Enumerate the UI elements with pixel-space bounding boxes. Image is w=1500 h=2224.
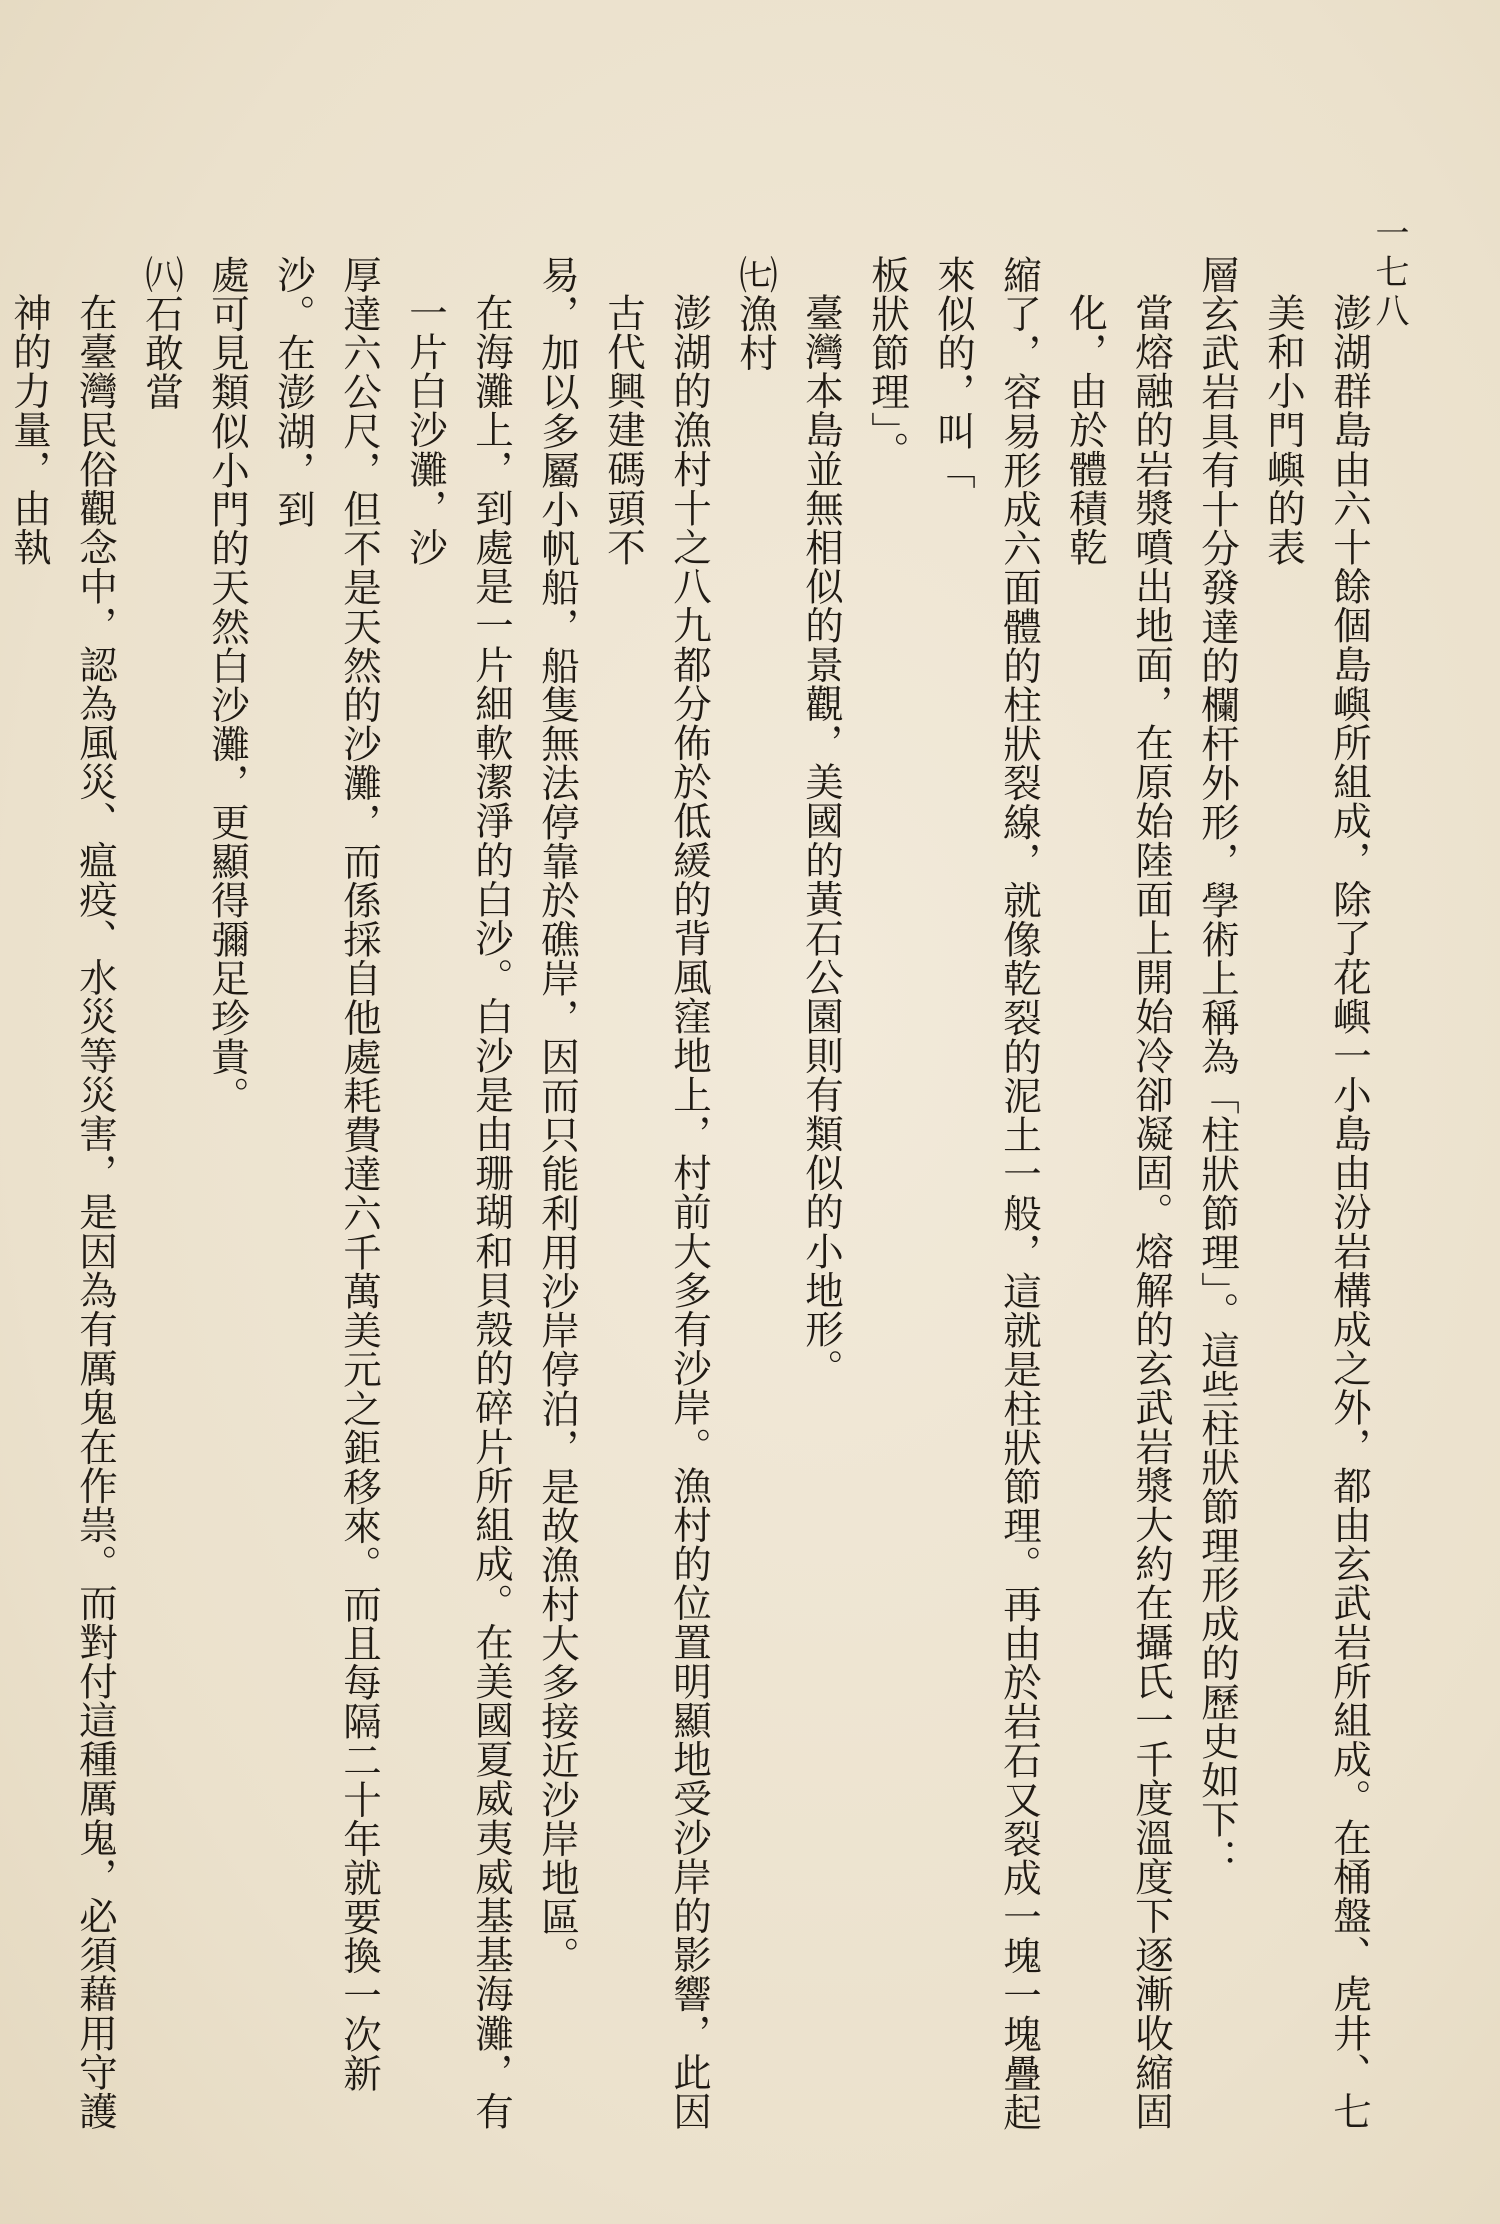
section-heading: ㈦漁村 xyxy=(733,255,778,373)
page-number: 一七八 xyxy=(1369,215,1409,332)
text-line: 厚達六公尺，但不是天然的沙灘，而係採自他處耗費達六千萬美元之鉅移來。而且每隔二十年就要換一次新沙。在澎湖，到 xyxy=(271,255,382,2093)
text-line: 澎湖的漁村十之八九都分佈於低緩的背風窪地上，村前大多有沙岸。漁村的位置明顯地受沙岸的影響，此因古代興建碼頭不 xyxy=(601,293,712,2131)
text-line: 澎湖群島由六十餘個島嶼所組成，除了花嶼一小島由汾岩構成之外，都由玄武岩所組成。在桶盤、虎井、七美和小門嶼的表 xyxy=(1261,293,1372,2131)
text-line: 在臺灣民俗觀念中，認為風災、瘟疫、水災等災害，是因為有厲鬼在作祟。而對付這種厲鬼，必須藉用守護神的力量，由執 xyxy=(7,293,118,2131)
text-line: 在海灘上，到處是一片細軟潔淨的白沙。白沙是由珊瑚和貝殼的碎片所組成。在美國夏威夷威基基海灘，有一片白沙灘，沙 xyxy=(403,293,514,2131)
text-line: 當熔融的岩漿噴出地面，在原始陸面上開始冷卻凝固。熔解的玄武岩漿大約在攝氏一千度溫度下逐漸收縮固化，由於體積乾 xyxy=(1063,293,1174,2131)
body-text xyxy=(7,255,1382,2155)
text-line: 臺灣本島並無相似的景觀，美國的黃石公園則有類似的小地形。 xyxy=(799,293,844,1388)
section-heading: ㈧石敢當 xyxy=(139,255,184,412)
text-line: 層玄武岩具有十分發達的欄杆外形，學術上稱為「柱狀節理」。這些柱狀節理形成的歷史如下： xyxy=(1195,255,1240,1878)
text-line: 易，加以多屬小帆船，船隻無法停靠於礁岸，因而只能利用沙岸停泊，是故漁村大多接近沙岸地區。 xyxy=(535,255,580,1976)
text-line: 板狀節理」。 xyxy=(865,255,910,471)
text-line: 處可見類似小門的天然白沙灘，更顯得彌足珍貴。 xyxy=(205,255,250,1116)
text-line: 縮了，容易形成六面體的柱狀裂線，就像乾裂的泥土一般，這就是柱狀節理。再由於岩石又裂成一塊一塊疊起來似的，叫「 xyxy=(931,255,1042,2132)
